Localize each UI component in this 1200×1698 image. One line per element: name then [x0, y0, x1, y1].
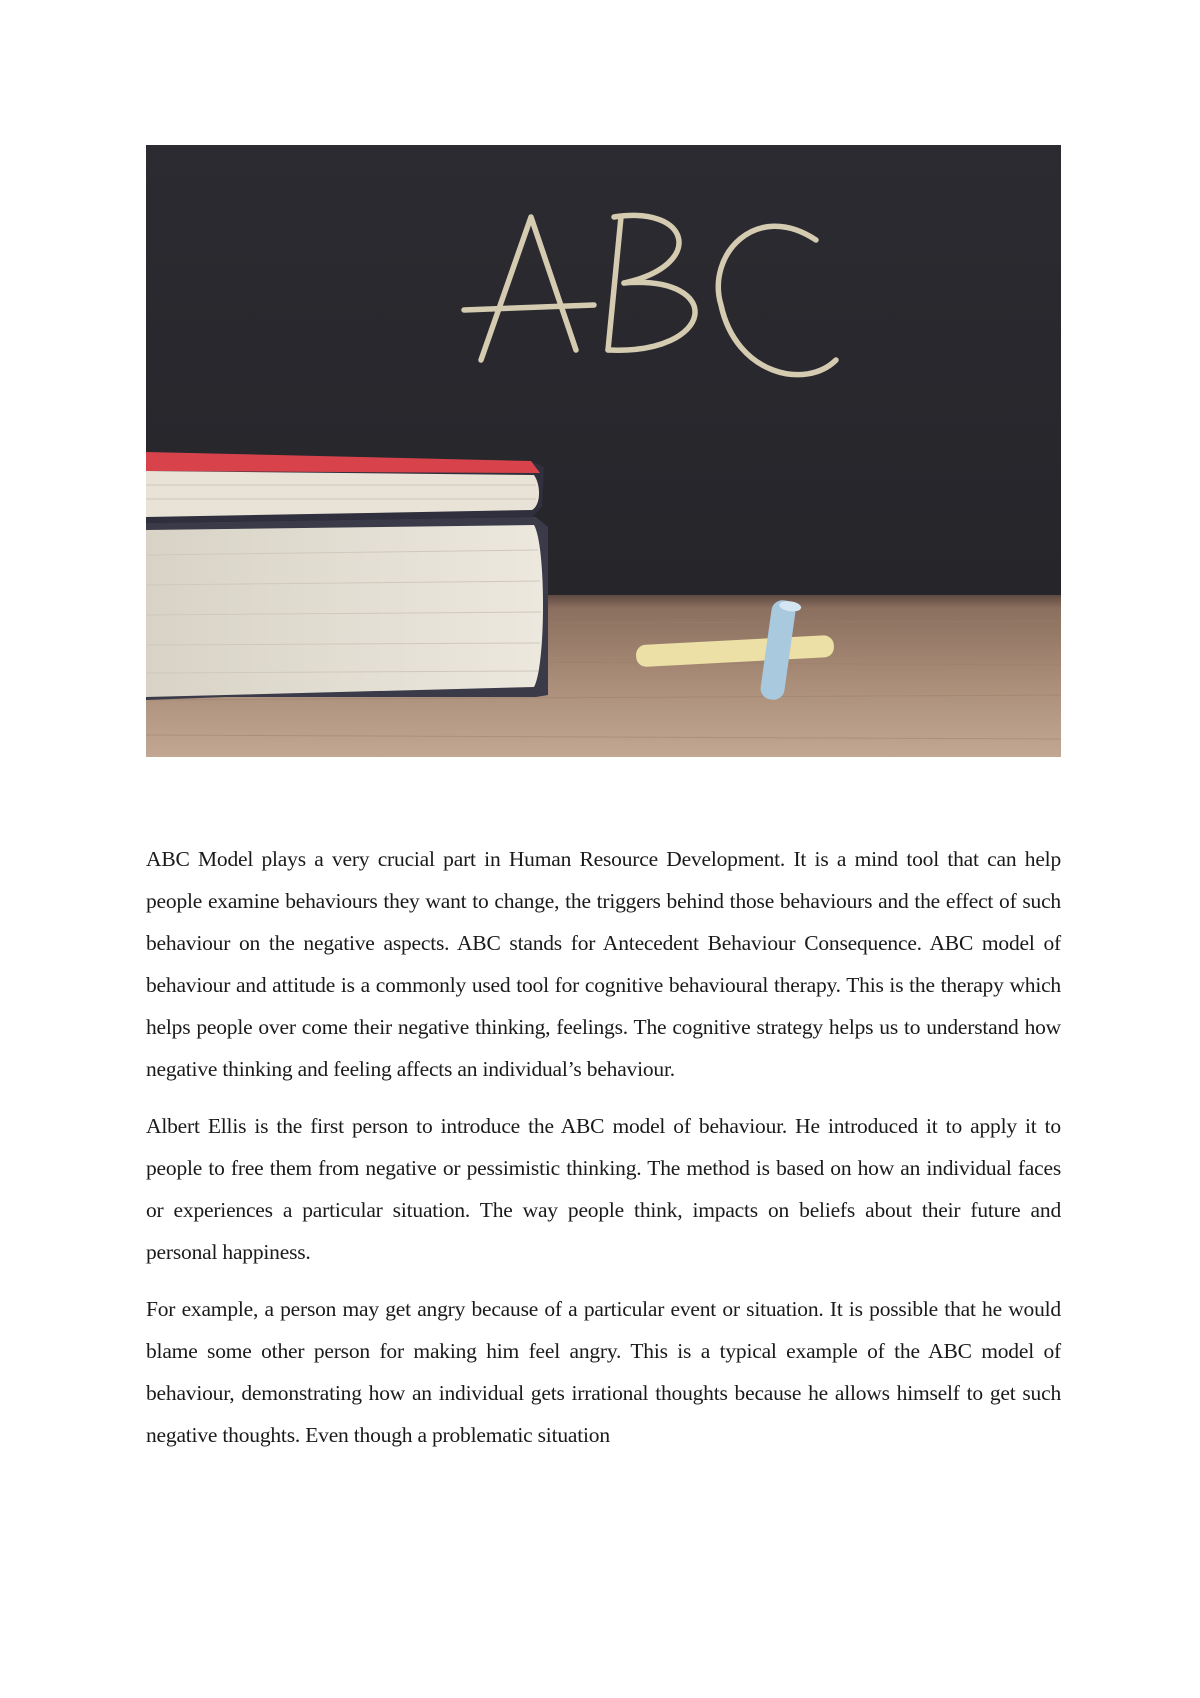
article-body	[146, 838, 1061, 1471]
paragraph-3: For example, a person may get angry because of a particular event or situation. It is possible that he would blame some other person for making him feel angry. This is a typical example of the ABC model of behaviour, demonstrating how an individual gets irrational thoughts because he allows himself to get such negative thoughts. Even though a problematic situation	[146, 1297, 1061, 1447]
paragraph-1: ABC Model plays a very crucial part in Human Resource Development. It is a mind tool that can help people examine behaviours they want to change, the triggers behind those behaviours and the effect of such behaviour on the negative aspects. ABC stands for Antecedent Behaviour Consequence. ABC model of behaviour and attitude is a commonly used tool for cognitive behavioural therapy. This is the therapy which helps people over come their negative thinking, feelings. The cognitive strategy helps us to understand how negative thinking and feeling affects an individual’s behaviour.	[146, 847, 1061, 1081]
chalkboard-photo-icon	[146, 145, 1061, 757]
book-top-red	[146, 452, 544, 523]
chalkboard-photo	[146, 145, 1061, 757]
book-bottom	[146, 517, 548, 700]
paragraph-2: Albert Ellis is the first person to introduce the ABC model of behaviour. He introduced it to apply it to people to free them from negative or pessimistic thinking. The method is based on how an individual faces or experiences a particular situation. The way people think, impacts on beliefs about their future and personal happiness.	[146, 1114, 1061, 1264]
